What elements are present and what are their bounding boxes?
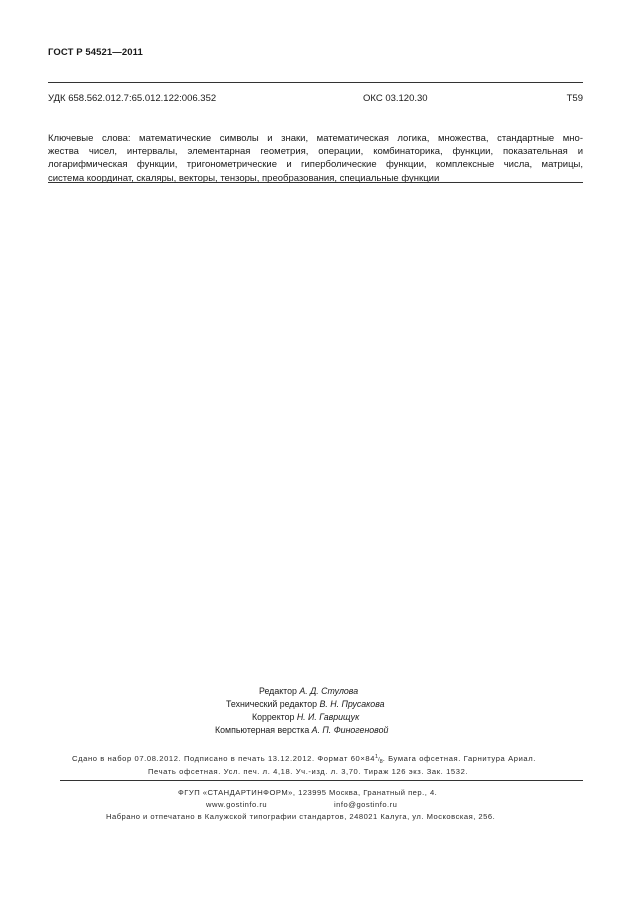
top-divider <box>48 82 583 83</box>
standard-code: ГОСТ Р 54521—2011 <box>48 47 143 58</box>
credit-editor-role: Редактор <box>259 686 297 696</box>
keywords-block <box>48 132 583 185</box>
credit-layout-role: Компьютерная верстка <box>215 725 310 735</box>
keywords-line-3: логарифмическая функции, тригонометрические и гиперболические функции, комплексные числа, матрицы, <box>48 159 583 171</box>
credit-layout <box>215 724 388 737</box>
print-info-line-1-a: Сдано в набор 07.08.2012. Подписано в печать 13.12.2012. Формат 60×84 <box>72 754 376 763</box>
publisher-email: info@gostinfo.ru <box>334 800 398 809</box>
keywords-line-1: Ключевые слова: математические символы и знаки, математическая логика, множества, стандартные мно- <box>48 133 583 144</box>
credit-proofreader <box>252 711 359 724</box>
credit-layout-name: А. П. Финогеновой <box>311 725 389 735</box>
print-info-line-1: Сдано в набор 07.08.2012. Подписано в печать 13.12.2012. Формат $60\times 84^1/_8$. Бумага офсетная. Гарнитура Ариал. <box>72 754 536 765</box>
keywords-divider <box>48 182 583 183</box>
credit-editor <box>259 685 358 698</box>
udk-code: УДК 658.562.012.7:65.012.122:006.352 <box>48 93 217 104</box>
oks-code: ОКС 03.120.30 <box>363 93 428 104</box>
print-info-divider <box>60 780 583 781</box>
credit-proofreader-role: Корректор <box>252 712 295 722</box>
format-fraction-denominator: 8 <box>379 759 383 765</box>
credit-editor-name: А. Д. Стулова <box>299 686 359 696</box>
credit-tech-editor-role: Технический редактор <box>226 699 318 709</box>
group-code: Т59 <box>566 93 583 104</box>
publisher-address: ФГУП «СТАНДАРТИНФОРМ», 123995 Москва, Гранатный пер., 4. <box>178 788 438 797</box>
credit-proofreader-name: Н. И. Гаврищук <box>296 712 360 722</box>
print-info-line-1-b: . Бумага офсетная. Гарнитура Ариал. <box>382 754 536 763</box>
keywords-line-2: жества чисел, интервалы, элементарная геометрия, операции, комбинаторика, функции, показательная и <box>48 146 583 158</box>
credit-tech-editor-name: В. Н. Прусакова <box>319 699 385 709</box>
keywords-line-4: система координат, скаляры, векторы, тензоры, преобразования, специальные функции <box>48 172 440 184</box>
publisher-website: www.gostinfo.ru <box>206 800 268 809</box>
format-fraction-numerator: 1 <box>375 754 379 760</box>
print-info-line-2: Печать офсетная. Усл. печ. л. 4,18. Уч.-изд. л. 3,70. Тираж 126 экз. Зак. 1532. <box>148 767 469 776</box>
credit-tech-editor <box>226 698 384 711</box>
printing-house: Набрано и отпечатано в Калужской типографии стандартов, 248021 Калуга, ул. Московская, 256. <box>106 812 496 821</box>
